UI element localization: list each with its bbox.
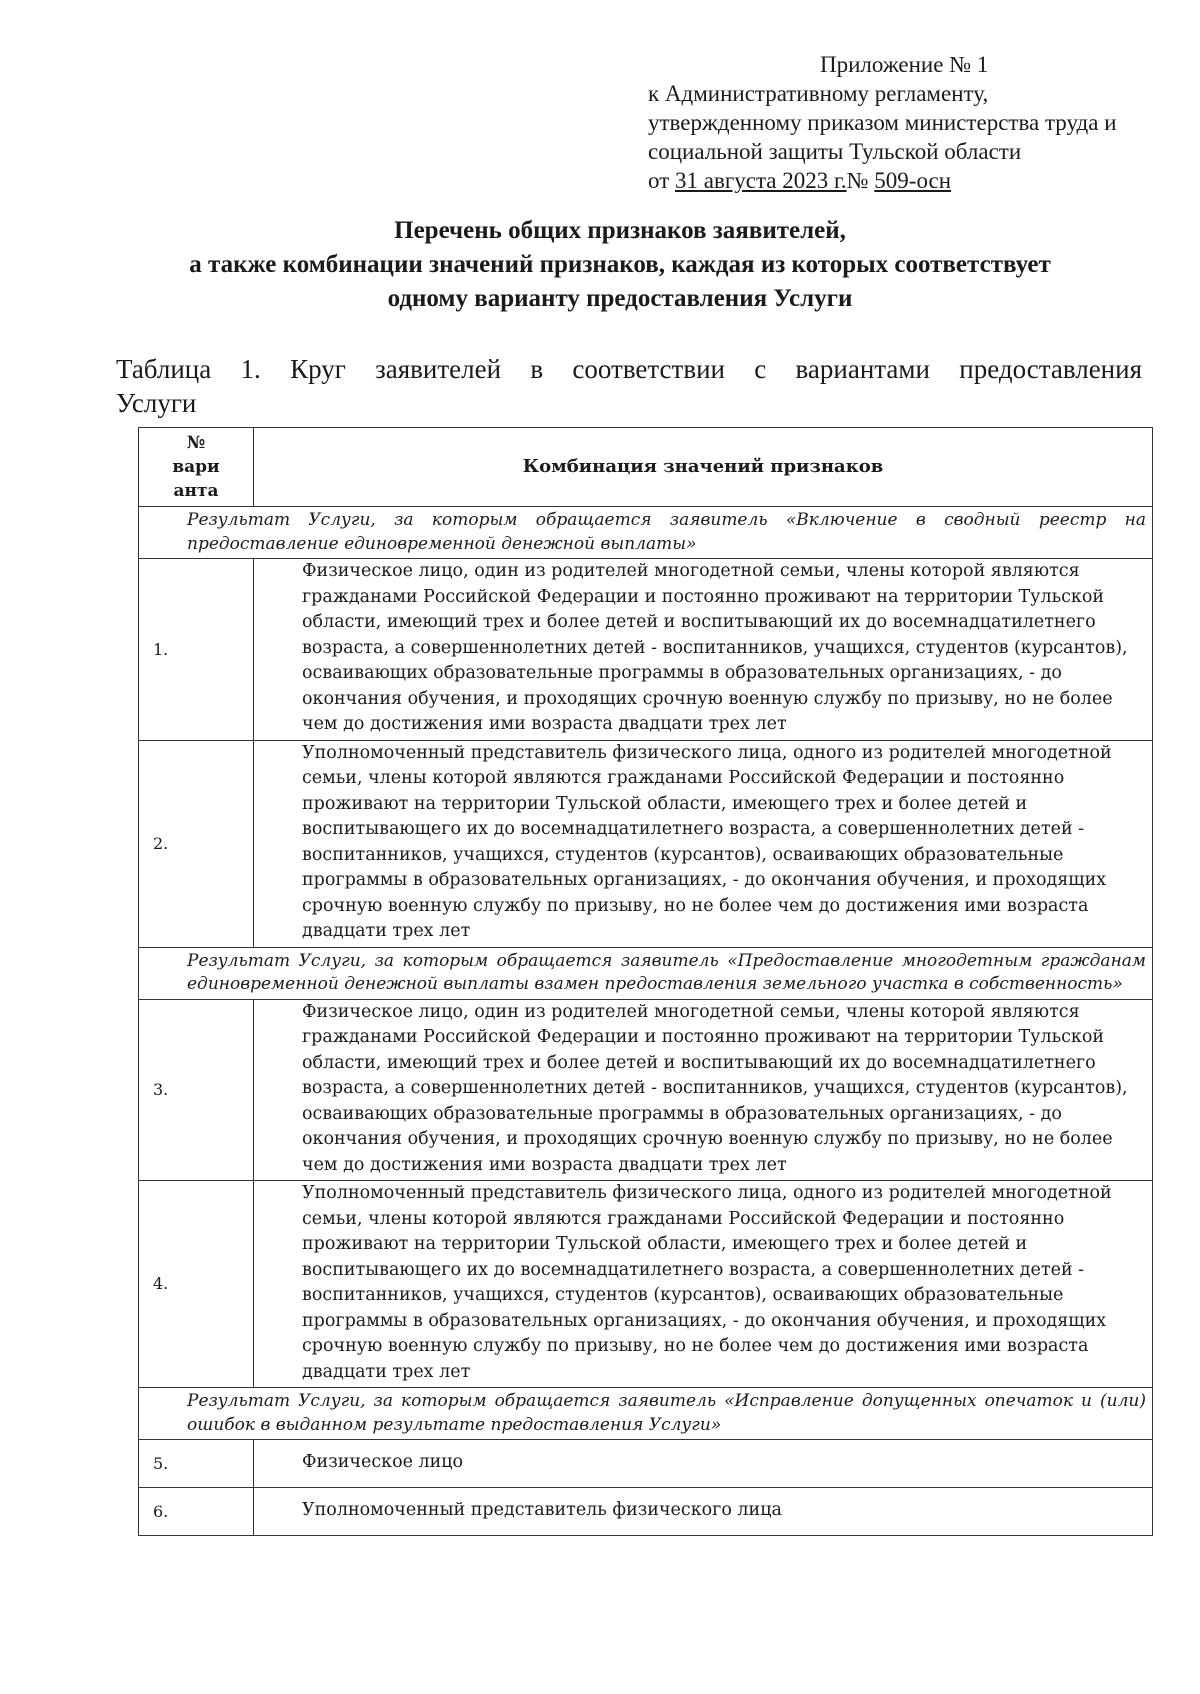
- date-prefix: от: [648, 168, 675, 193]
- result-heading: Результат Услуги, за которым обращается заявитель «Исправление допущенных опечаток и (или) ошибок в выданном результате предоставления Услуги»: [139, 1388, 1153, 1440]
- variant-description: Физическое лицо, один из родителей многодетной семьи, члены которой являются гражданами Российской Федерации и постоянно проживают на территории Тульской области, имеющий трех и более детей и воспитывающий их до восемнадцатилетнего возраста, а совершеннолетних детей - воспитанников, учащихся, студентов (курсантов), осваивающих образовательные программы в образовательных организациях, - до окончания обучения, и проходящих срочную военную службу по призыву, но не более чем до достижения ими возраста двадцати трех лет: [254, 999, 1153, 1181]
- variant-description: Физическое лицо, один из родителей многодетной семьи, члены которой являются гражданами Российской Федерации и постоянно проживают на территории Тульской области, имеющий трех и более детей и воспитывающий их до восемнадцатилетнего возраста, а совершеннолетних детей - воспитанников, учащихся, студентов (курсантов), осваивающих образовательные программы в образовательных организациях, - до окончания обучения, и проходящих срочную военную службу по призыву, но не более чем до достижения ими возраста двадцати трех лет: [254, 559, 1153, 741]
- order-number: 509-осн: [874, 168, 952, 193]
- result-row: [139, 507, 1153, 559]
- table-row: [139, 1181, 1153, 1388]
- order-date: 31 августа 2023 г.: [675, 168, 847, 193]
- variant-number: 6.: [139, 1488, 254, 1536]
- approval-line: утвержденному приказом министерства труда и: [648, 110, 1117, 135]
- result-heading: Результат Услуги, за которым обращается заявитель «Включение в сводный реестр на предоставление единовременной денежной выплаты»: [139, 507, 1153, 559]
- title-line: а также комбинации значений признаков, каждая из которых соответствует: [189, 251, 1051, 278]
- variant-description: Уполномоченный представитель физического лица, одного из родителей многодетной семьи, члены которой являются гражданами Российской Федерации и постоянно проживают на территории Тульской области, имеющего трех и более детей и воспитывающего их до восемнадцатилетнего возраста, а совершеннолетних детей - воспитанников, учащихся, студентов (курсантов), осваивающих образовательные программы в образовательных организациях, - до окончания обучения, и проходящих срочную военную службу по призыву, но не более чем до достижения ими возраста двадцати трех лет: [254, 1181, 1153, 1388]
- variant-description: Уполномоченный представитель физического лица, одного из родителей многодетной семьи, члены которой являются гражданами Российской Федерации и постоянно проживают на территории Тульской области, имеющего трех и более детей и воспитывающего их до восемнадцатилетнего возраста, а совершеннолетних детей - воспитанников, учащихся, студентов (курсантов), осваивающих образовательные программы в образовательных организациях, - до окончания обучения, и проходящих срочную военную службу по призыву, но не более чем до достижения ими возраста двадцати трех лет: [254, 740, 1153, 947]
- table-caption: Таблица 1. Круг заявителей в соответствии с вариантами предоставления: [116, 354, 1142, 384]
- document-title: [100, 214, 1140, 316]
- table-row: [139, 559, 1153, 741]
- variant-number: 1.: [139, 559, 254, 741]
- title-line: Перечень общих признаков заявителей,: [394, 217, 846, 244]
- approval-line: социальной защиты Тульской области: [648, 139, 1022, 164]
- variant-description: Физическое лицо: [254, 1440, 1153, 1488]
- table-row: [139, 1488, 1153, 1536]
- applicants-table: [138, 427, 1153, 1536]
- appendix-number: Приложение № 1: [820, 52, 989, 77]
- header-variant-number: № вари анта: [139, 428, 254, 507]
- number-prefix: №: [846, 168, 875, 193]
- result-row: [139, 1388, 1153, 1440]
- header-combination: Комбинация значений признаков: [254, 428, 1153, 507]
- approval-line: к Административному регламенту,: [648, 81, 989, 106]
- variant-number: 4.: [139, 1181, 254, 1388]
- result-heading: Результат Услуги, за которым обращается заявитель «Предоставление многодетным гражданам единовременной денежной выплаты взамен предоставления земельного участка в собственность»: [139, 947, 1153, 999]
- table-row: [139, 999, 1153, 1181]
- table-row: [139, 1440, 1153, 1488]
- variant-number: 3.: [139, 999, 254, 1181]
- variant-description: Уполномоченный представитель физического лица: [254, 1488, 1153, 1536]
- variant-number: 5.: [139, 1440, 254, 1488]
- table-header-row: [139, 428, 1153, 507]
- approval-block: [648, 50, 1168, 195]
- table-row: [139, 740, 1153, 947]
- result-row: [139, 947, 1153, 999]
- title-line: одному варианту предоставления Услуги: [387, 285, 853, 312]
- table-caption-continued: Услуги: [116, 388, 197, 418]
- variant-number: 2.: [139, 740, 254, 947]
- approval-date-line: [648, 166, 1168, 195]
